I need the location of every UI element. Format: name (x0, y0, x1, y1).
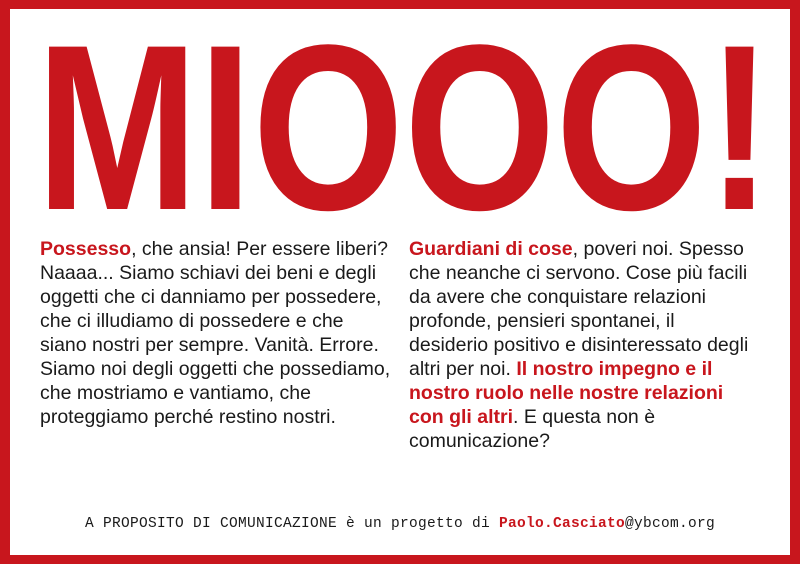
headline-logo (34, 31, 774, 215)
poster-card (10, 9, 790, 555)
left-column (40, 237, 392, 429)
right-emphasis: Il nostro impegno e il nostro ruolo nelle nostre relazioni con gli altri (409, 358, 724, 428)
headline-text: MIOOO! (36, 31, 772, 215)
right-lead: Guardiani di cose (409, 238, 573, 260)
footer-prefix: A PROPOSITO DI COMUNICAZIONE è un progetto di (84, 516, 500, 532)
footer-credit (10, 516, 790, 532)
headline (34, 31, 774, 215)
left-body: , che ansia! Per essere liberi? Naaaa... Siamo schiavi dei beni e degli oggetti che ci danniamo per possedere, che ci illudiamo di possedere e che siano nostri per sempre. Vanità. Errore. Siamo noi degli oggetti che possediamo, che mostriamo e vantiamo, che proteggiamo perché restino nostri. (40, 238, 391, 428)
right-body: , poveri noi. Spesso che neanche ci servono. Cose più facili da avere che conquistare relazioni profonde, pensieri spontanei, il desiderio positivo e disinteressato degli altri per noi. (409, 238, 749, 380)
author-name[interactable]: Paolo.Casciato (499, 516, 626, 532)
left-lead: Possesso (40, 238, 132, 260)
right-column (409, 237, 759, 453)
right-tail: . E questa non è comunicazione? (409, 406, 656, 452)
author-domain[interactable]: @ybcom.org (625, 516, 716, 532)
